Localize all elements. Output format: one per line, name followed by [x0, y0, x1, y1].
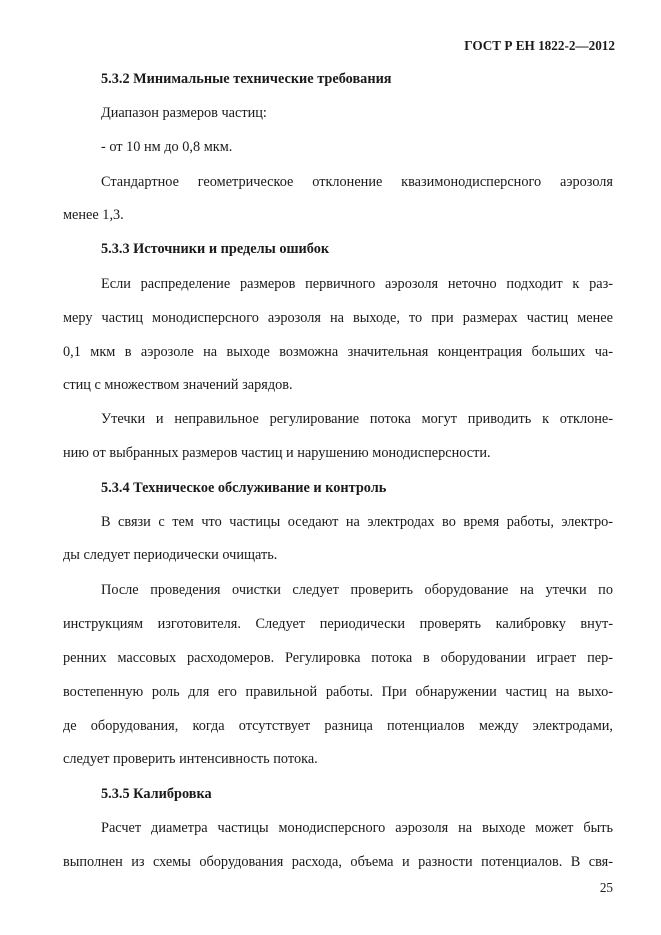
section-heading-5-3-5: 5.3.5 Калибровка: [101, 786, 212, 802]
section-heading-5-3-4: 5.3.4 Техническое обслуживание и контроль: [101, 480, 387, 496]
text-line: меру частиц монодисперсного аэрозоля на выходе, то при размерах частиц менее: [63, 310, 613, 326]
text-line: ды следует периодически очищать.: [63, 547, 278, 563]
section-heading-5-3-2: 5.3.2 Минимальные технические требования: [101, 71, 392, 87]
text-line: Стандартное геометрическое отклонение квазимонодисперсного аэрозоля: [101, 174, 613, 190]
section-heading-5-3-3: 5.3.3 Источники и пределы ошибок: [101, 241, 330, 257]
text-line: Если распределение размеров первичного аэрозоля неточно подходит к раз-: [101, 276, 613, 292]
text-line: нию от выбранных размеров частиц и нарушению монодисперсности.: [63, 445, 491, 461]
text-line: инструкциям изготовителя. Следует периодически проверять калибровку внут-: [63, 616, 613, 632]
text-line: следует проверить интенсивность потока.: [63, 751, 318, 767]
text-line: - от 10 нм до 0,8 мкм.: [101, 139, 233, 155]
text-line: После проведения очистки следует проверить оборудование на утечки по: [101, 582, 613, 598]
page-number: 25: [599, 880, 613, 895]
text-line: Расчет диаметра частицы монодисперсного аэрозоля на выходе может быть: [101, 820, 613, 836]
text-line: выполнен из схемы оборудования расхода, объема и разности потенциалов. В свя-: [63, 854, 613, 870]
text-line: менее 1,3.: [63, 207, 124, 223]
text-line: 0,1 мкм в аэрозоле на выходе возможна значительная концентрация больших ча-: [63, 344, 613, 360]
text-line: де оборудования, когда отсутствует разница потенциалов между электродами,: [63, 718, 613, 734]
text-line: Утечки и неправильное регулирование потока могут приводить к отклоне-: [101, 411, 613, 427]
text-line: В связи с тем что частицы оседают на электродах во время работы, электро-: [101, 514, 613, 530]
text-line: ренних массовых расходомеров. Регулировка потока в оборудовании играет пер-: [63, 650, 613, 666]
text-line: востепенную роль для его правильной работы. При обнаружении частиц на выхо-: [63, 684, 613, 700]
document-code-header: ГОСТ Р ЕН 1822-2—2012: [464, 38, 615, 53]
text-line: Диапазон размеров частиц:: [101, 105, 267, 121]
text-line: стиц с множеством значений зарядов.: [63, 377, 293, 393]
